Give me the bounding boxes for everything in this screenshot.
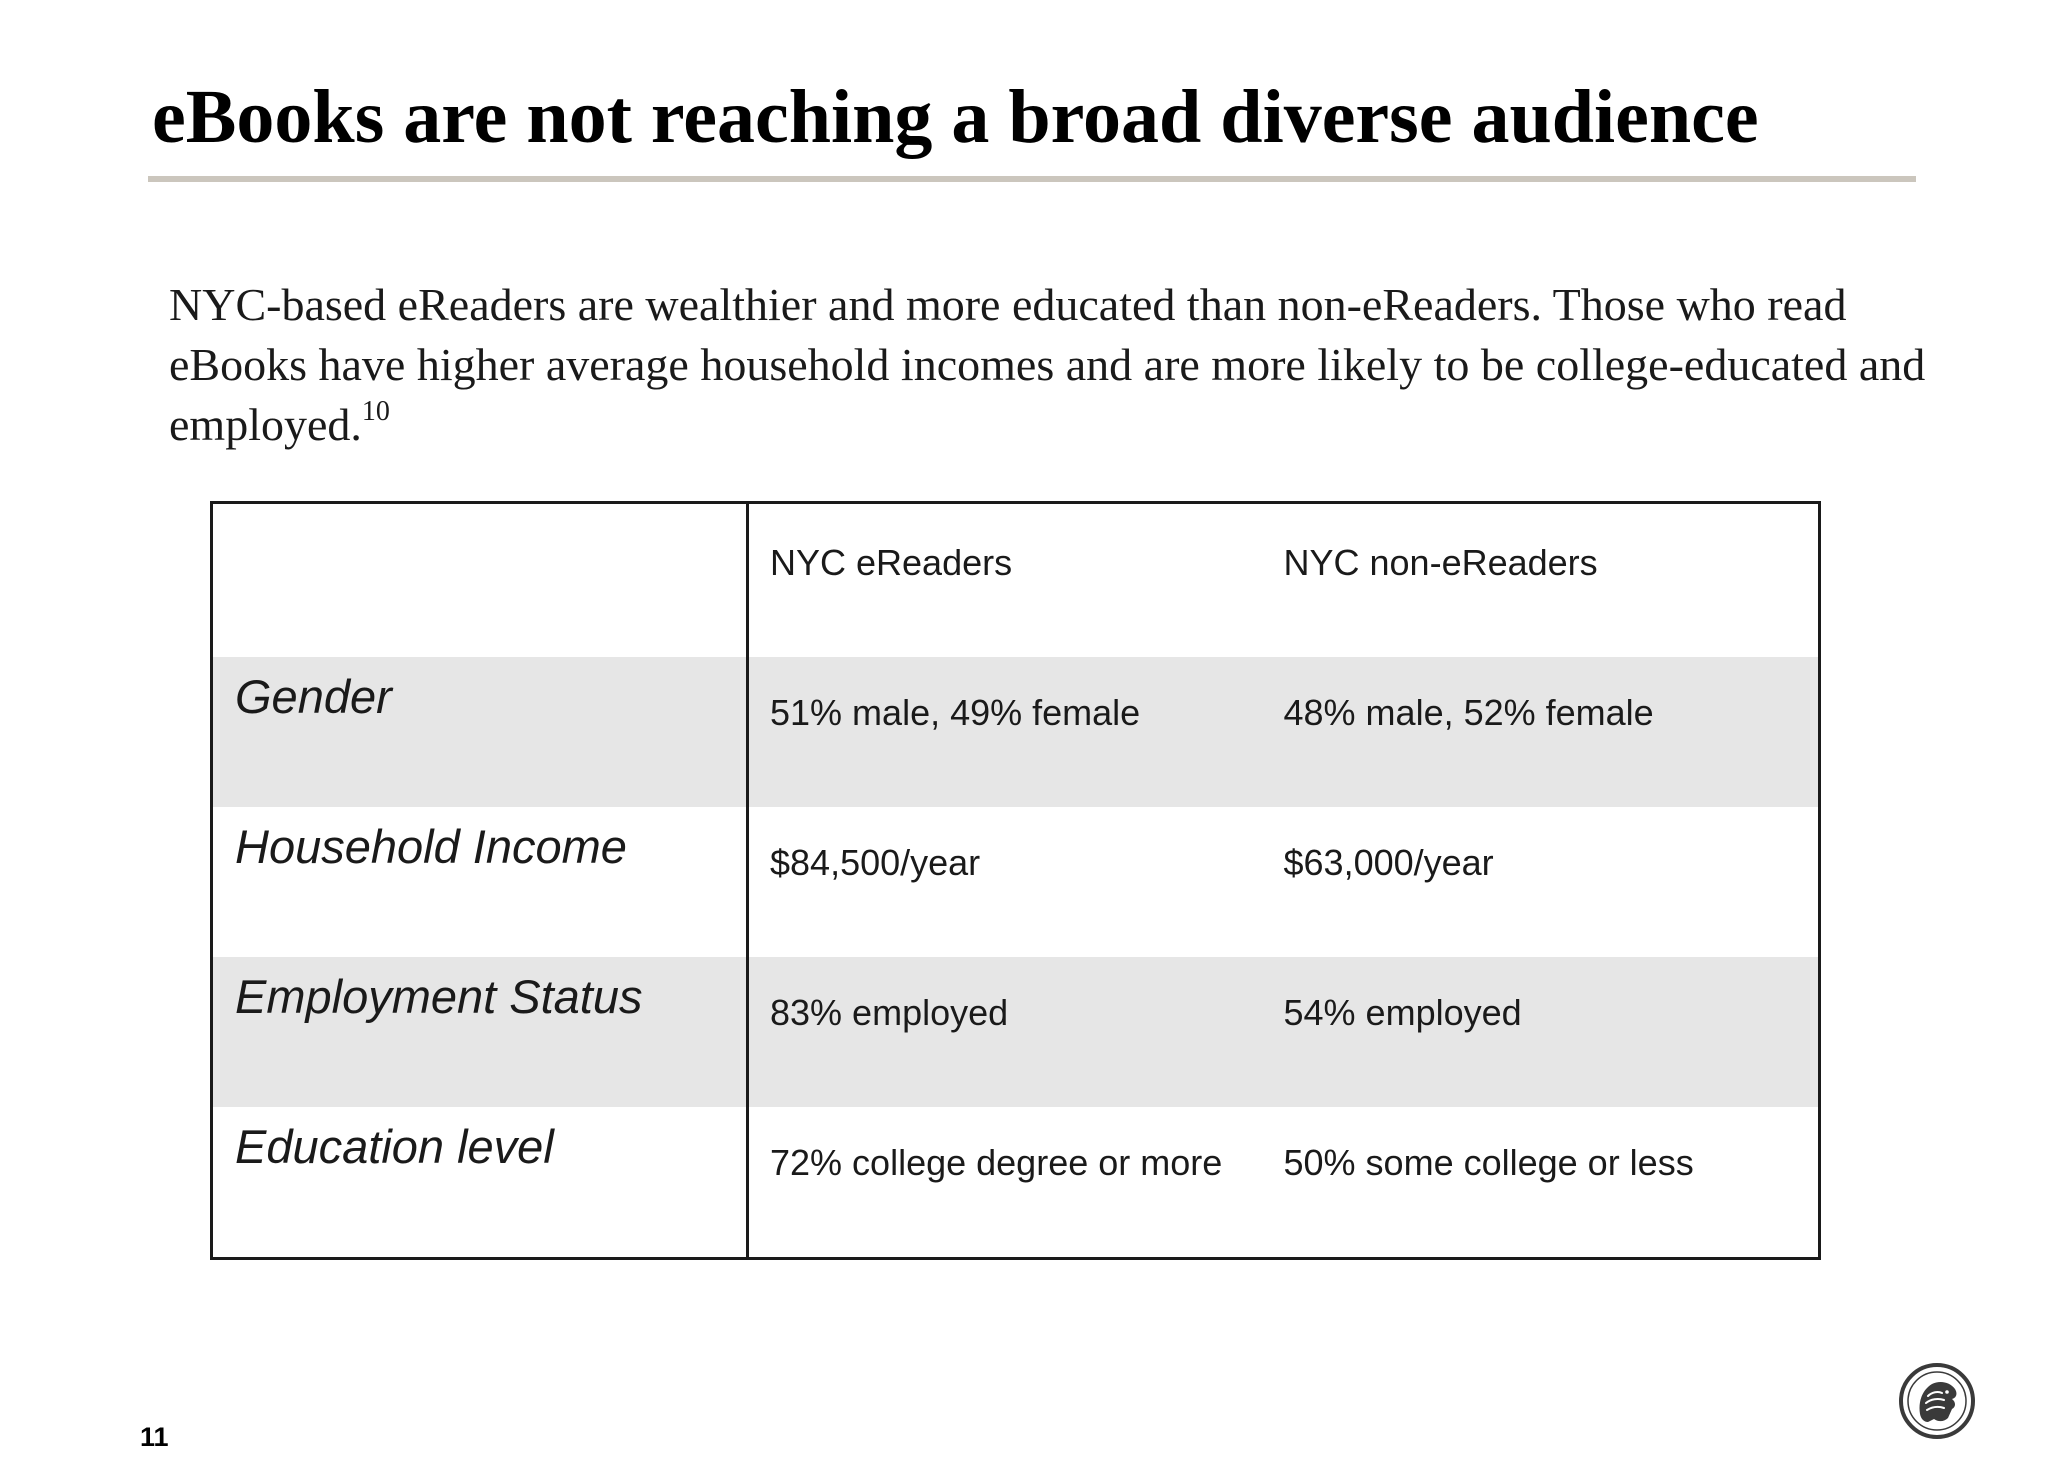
cell-non-ereaders-income: $63,000/year bbox=[1283, 842, 1494, 883]
table-header-row bbox=[212, 503, 1820, 658]
title-divider bbox=[148, 176, 1916, 182]
cell-ereaders-employment: 83% employed bbox=[748, 957, 1284, 1107]
cell-non-ereaders-gender: 48% male, 52% female bbox=[1284, 657, 1820, 807]
table-row bbox=[212, 807, 1820, 957]
page-number: 11 bbox=[140, 1422, 169, 1452]
row-label-employment-status: Employment Status bbox=[212, 957, 748, 1107]
slide-title: eBooks are not reaching a broad diverse audience bbox=[152, 75, 1759, 159]
cell-non-ereaders-employment: 54% employed bbox=[1284, 957, 1820, 1107]
cell-ereaders-education: 72% college degree or more bbox=[748, 1107, 1284, 1259]
row-label-education-level: Education level bbox=[235, 1120, 554, 1173]
comparison-table bbox=[210, 501, 1821, 1260]
footnote-marker: 10 bbox=[361, 396, 390, 427]
cell-non-ereaders-education: 50% some college or less bbox=[1283, 1142, 1694, 1183]
header-empty-cell bbox=[212, 503, 748, 658]
nypl-lion-logo-icon bbox=[1898, 1362, 1976, 1440]
table-row bbox=[212, 957, 1820, 1107]
intro-paragraph bbox=[169, 275, 1929, 455]
table-row bbox=[212, 657, 1820, 807]
table-row bbox=[212, 1107, 1820, 1259]
header-nyc-non-ereaders: NYC non-eReaders bbox=[1283, 542, 1598, 583]
header-nyc-ereaders: NYC eReaders bbox=[748, 503, 1284, 658]
cell-ereaders-gender: 51% male, 49% female bbox=[748, 657, 1284, 807]
row-label-gender: Gender bbox=[212, 657, 748, 807]
cell-ereaders-income: $84,500/year bbox=[748, 807, 1284, 957]
intro-text: NYC-based eReaders are wealthier and more educated than non-eReaders. Those who read eBooks have higher average household incomes and are more likely to be college-educated and employed. bbox=[169, 279, 1926, 450]
row-label-household-income: Household Income bbox=[235, 820, 627, 873]
